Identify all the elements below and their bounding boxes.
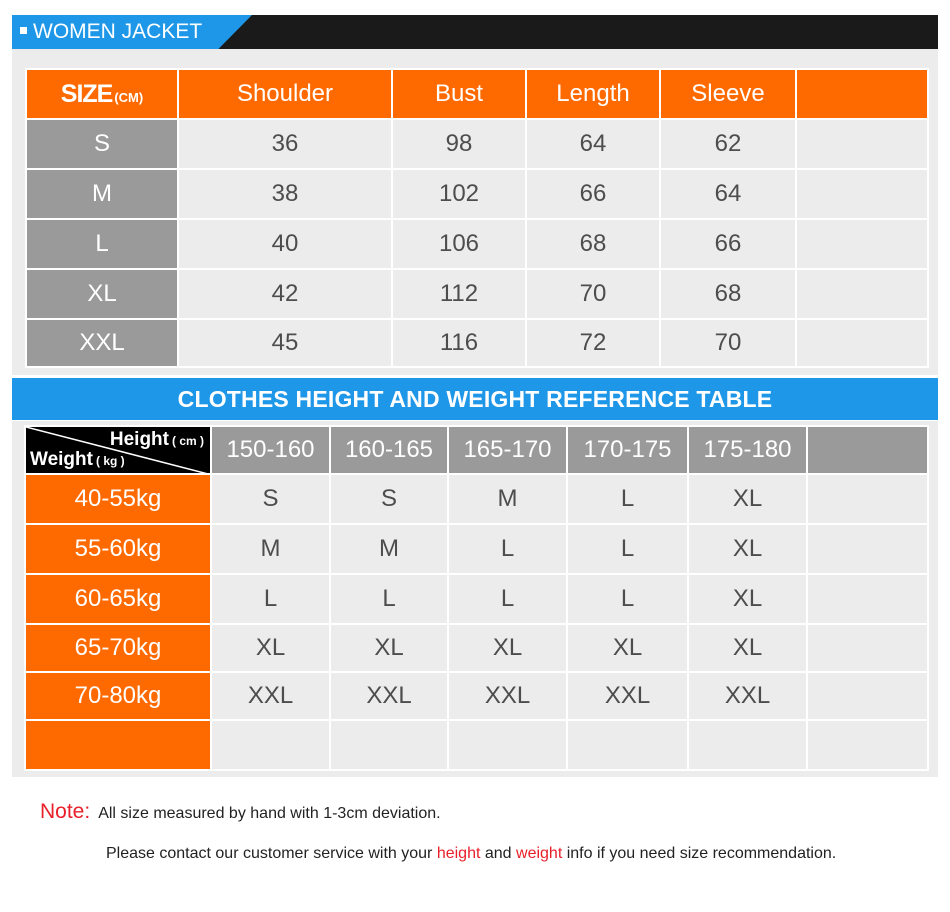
- table-row: [25, 624, 928, 672]
- sleeve-value: 62: [660, 119, 796, 169]
- recommended-size: L: [567, 474, 688, 524]
- empty-cell: [807, 672, 928, 720]
- weight-axis-label: [30, 449, 125, 471]
- length-value: 70: [526, 269, 660, 319]
- bullet-icon: [20, 27, 27, 34]
- note-line-1: [40, 800, 441, 824]
- height-weight-corner-cell: [25, 426, 211, 474]
- recommended-size: L: [211, 574, 330, 624]
- empty-cell: [688, 720, 807, 770]
- column-header-sleeve: Sleeve: [660, 69, 796, 119]
- note-line-2: [106, 845, 836, 863]
- empty-cell: [211, 720, 330, 770]
- size-header-label: SIZE: [60, 79, 113, 108]
- empty-cell: [448, 720, 567, 770]
- table-row: [26, 269, 928, 319]
- page-title-text: WOMEN JACKET: [33, 20, 203, 43]
- size-header-unit: (CM): [114, 89, 144, 105]
- table-row: [26, 219, 928, 269]
- height-range-header: 150-160: [211, 426, 330, 474]
- height-range-header: 175-180: [688, 426, 807, 474]
- size-chart-header-row: [26, 69, 928, 119]
- size-label: XXL: [26, 319, 178, 367]
- empty-cell: [807, 524, 928, 574]
- empty-cell: [807, 474, 928, 524]
- recommended-size: XL: [211, 624, 330, 672]
- empty-cell: [796, 269, 928, 319]
- empty-cell: [796, 319, 928, 367]
- bust-value: 116: [392, 319, 526, 367]
- empty-cell: [807, 624, 928, 672]
- bust-value: 106: [392, 219, 526, 269]
- recommended-size: XXL: [448, 672, 567, 720]
- weight-range-label: 65-70kg: [25, 624, 211, 672]
- recommended-size: XL: [688, 624, 807, 672]
- title-banner: [12, 15, 938, 49]
- sleeve-value: 64: [660, 169, 796, 219]
- height-range-header: 170-175: [567, 426, 688, 474]
- recommended-size: XL: [567, 624, 688, 672]
- shoulder-value: 45: [178, 319, 392, 367]
- bust-value: 112: [392, 269, 526, 319]
- recommended-size: M: [448, 474, 567, 524]
- size-label: M: [26, 169, 178, 219]
- length-value: 66: [526, 169, 660, 219]
- empty-weight-cell: [25, 720, 211, 770]
- table-row: [25, 524, 928, 574]
- shoulder-value: 38: [178, 169, 392, 219]
- weight-range-label: 55-60kg: [25, 524, 211, 574]
- height-label: Height: [109, 429, 169, 450]
- height-axis-label: [110, 429, 204, 451]
- recommended-size: L: [448, 524, 567, 574]
- recommended-size: S: [211, 474, 330, 524]
- recommended-size: S: [330, 474, 448, 524]
- reference-table-title: CLOTHES HEIGHT AND WEIGHT REFERENCE TABLE: [12, 378, 938, 420]
- column-header-shoulder: Shoulder: [178, 69, 392, 119]
- size-chart-table: [25, 68, 929, 368]
- note-text-1: All size measured by hand with 1-3cm deviation.: [98, 805, 441, 822]
- weight-range-label: 60-65kg: [25, 574, 211, 624]
- empty-cell: [796, 119, 928, 169]
- weight-range-label: 70-80kg: [25, 672, 211, 720]
- recommended-size: M: [330, 524, 448, 574]
- table-row: [26, 119, 928, 169]
- recommended-size: XXL: [211, 672, 330, 720]
- empty-cell: [567, 720, 688, 770]
- recommended-size: XXL: [688, 672, 807, 720]
- column-header-bust: Bust: [392, 69, 526, 119]
- weight-unit: ( kg ): [95, 454, 125, 468]
- recommended-size: XXL: [567, 672, 688, 720]
- recommended-size: L: [567, 574, 688, 624]
- empty-cell: [807, 720, 928, 770]
- shoulder-value: 40: [178, 219, 392, 269]
- empty-cell: [330, 720, 448, 770]
- recommended-size: XL: [688, 474, 807, 524]
- column-header-length: Length: [526, 69, 660, 119]
- recommended-size: XL: [688, 574, 807, 624]
- recommended-size: L: [330, 574, 448, 624]
- empty-cell: [807, 574, 928, 624]
- note-label: Note:: [40, 800, 91, 823]
- empty-cell: [796, 219, 928, 269]
- table-row: [25, 672, 928, 720]
- table-row: [25, 474, 928, 524]
- height-range-header: 165-170: [448, 426, 567, 474]
- table-row: [25, 720, 928, 770]
- size-label: L: [26, 219, 178, 269]
- sleeve-value: 68: [660, 269, 796, 319]
- length-value: 64: [526, 119, 660, 169]
- shoulder-value: 36: [178, 119, 392, 169]
- column-header-empty: [796, 69, 928, 119]
- shoulder-value: 42: [178, 269, 392, 319]
- table-row: [25, 574, 928, 624]
- note-weight-word: weight: [516, 845, 563, 862]
- page-title: [20, 15, 202, 49]
- table-row: [26, 319, 928, 367]
- size-label: XL: [26, 269, 178, 319]
- reference-header-row: [25, 426, 928, 474]
- recommended-size: XL: [330, 624, 448, 672]
- size-header-cell: [26, 69, 178, 119]
- bust-value: 98: [392, 119, 526, 169]
- length-value: 72: [526, 319, 660, 367]
- sleeve-value: 66: [660, 219, 796, 269]
- recommended-size: M: [211, 524, 330, 574]
- recommended-size: L: [448, 574, 567, 624]
- length-value: 68: [526, 219, 660, 269]
- reference-table: [24, 425, 929, 771]
- height-unit: ( cm ): [171, 434, 204, 448]
- weight-label: Weight: [30, 449, 93, 470]
- recommended-size: XL: [688, 524, 807, 574]
- empty-cell: [796, 169, 928, 219]
- sleeve-value: 70: [660, 319, 796, 367]
- size-label: S: [26, 119, 178, 169]
- recommended-size: XL: [448, 624, 567, 672]
- recommended-size: XXL: [330, 672, 448, 720]
- note-text-2b: info if you need size recommendation.: [566, 845, 837, 862]
- note-and-word: and: [484, 845, 512, 862]
- note-height-word: height: [436, 845, 481, 862]
- height-range-header: 160-165: [330, 426, 448, 474]
- note-text-2a: Please contact our customer service with your: [106, 845, 433, 862]
- bust-value: 102: [392, 169, 526, 219]
- empty-header-cell: [807, 426, 928, 474]
- table-row: [26, 169, 928, 219]
- weight-range-label: 40-55kg: [25, 474, 211, 524]
- recommended-size: L: [567, 524, 688, 574]
